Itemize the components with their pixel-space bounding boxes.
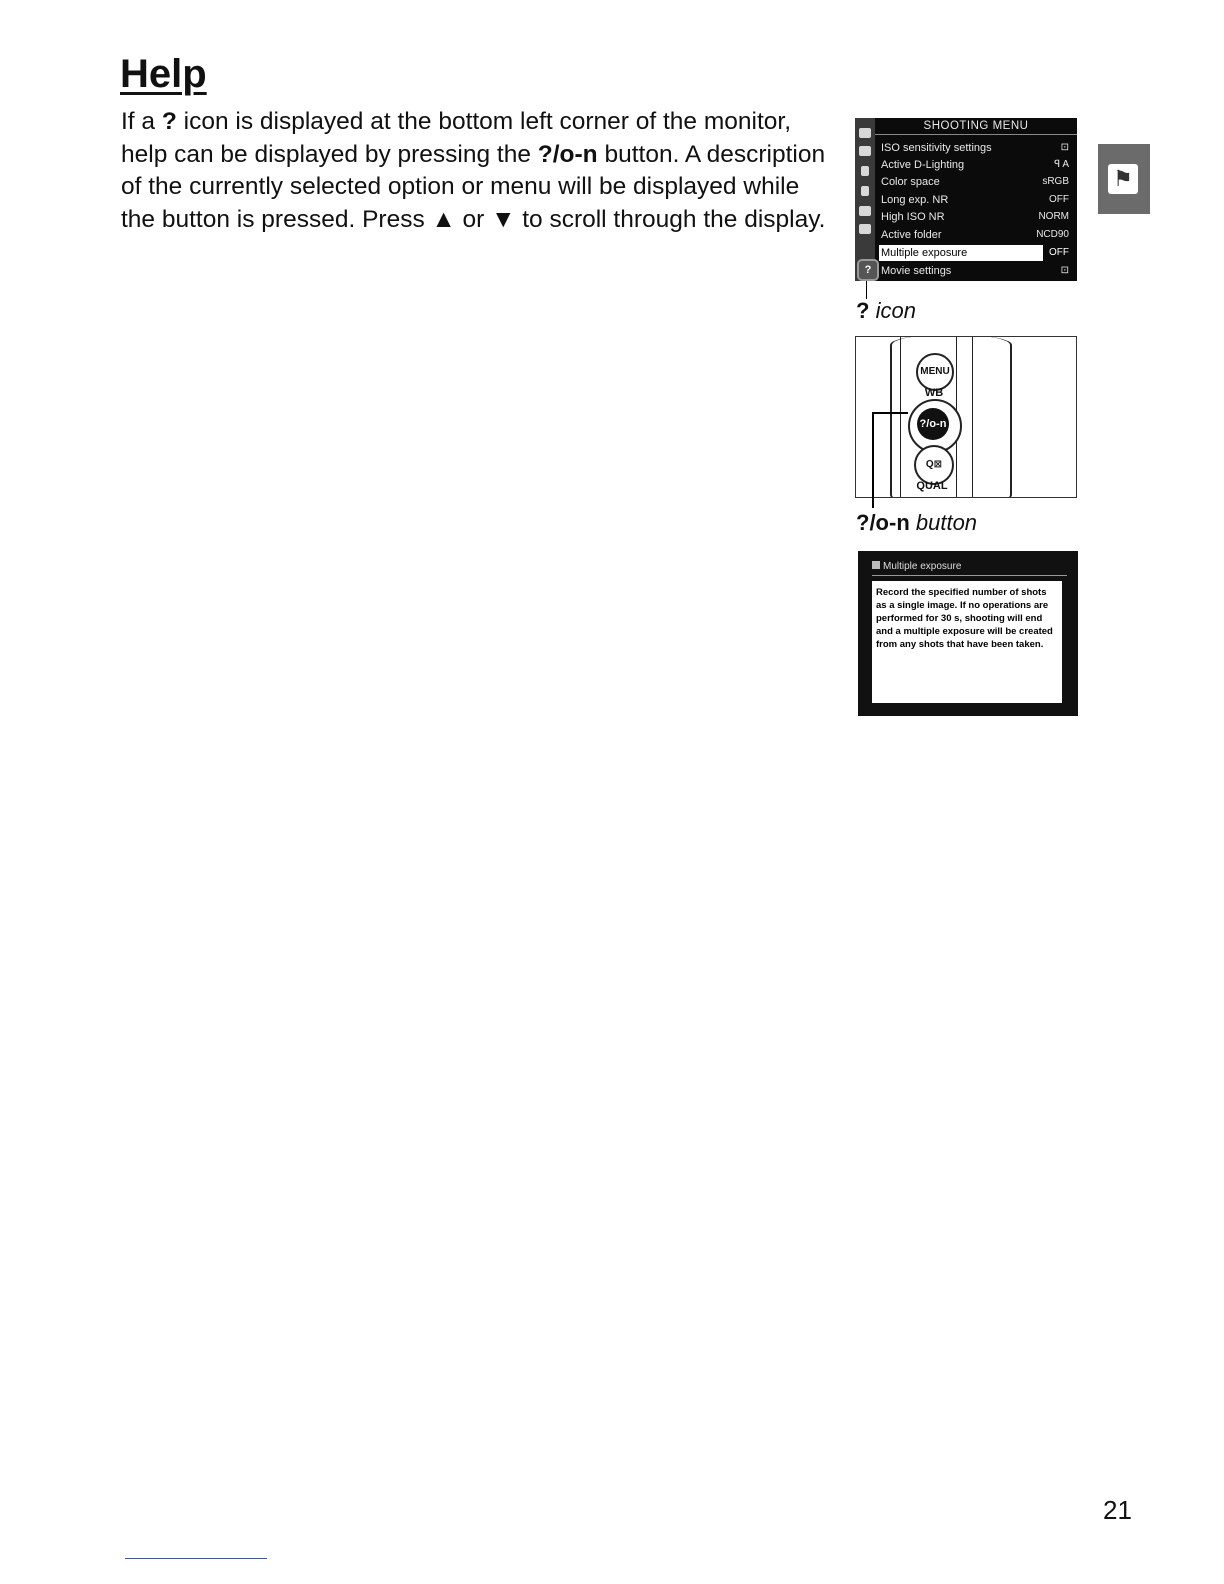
qual-label: QUAL xyxy=(916,480,948,492)
playback-icon xyxy=(859,128,871,138)
page-number: 21 xyxy=(1103,1495,1132,1525)
pencil-icon xyxy=(861,166,869,176)
menu-row-value: ⊡ xyxy=(1060,142,1069,153)
menu-row xyxy=(879,227,1073,243)
help-button-symbol: ?/o-n xyxy=(537,140,598,168)
menu-sidebar xyxy=(855,118,875,281)
section-thumb-tab xyxy=(1098,144,1150,214)
recent-settings-icon xyxy=(859,224,871,234)
retouch-icon xyxy=(859,206,871,216)
paragraph-part-1: If a xyxy=(121,108,162,135)
menu-row-value: sRGB xyxy=(1042,176,1069,187)
menu-row xyxy=(879,263,1073,279)
menu-row-value: ꟼ A xyxy=(1054,159,1069,170)
body-edge-line xyxy=(972,337,973,497)
menu-row-label: Multiple exposure xyxy=(881,247,968,259)
menu-row-value: OFF xyxy=(1049,194,1069,205)
caption-button-text: button xyxy=(909,510,978,535)
caption-button-symbol: ?/o-n xyxy=(856,510,910,535)
camera-icon xyxy=(859,146,871,156)
down-arrow-icon: ▼ xyxy=(491,205,516,233)
menu-row-label: Active D-Lighting xyxy=(881,159,965,171)
question-symbol: ? xyxy=(161,108,177,135)
wb-label: WB xyxy=(924,387,944,399)
menu-row-selected xyxy=(879,245,1069,261)
footer-rule xyxy=(125,1558,267,1559)
paragraph-part-3: button. A description of the currently selected option or menu will be displayed while the button is pressed. Press xyxy=(121,140,826,233)
paragraph-part-2: icon is displayed at the bottom left corner of the monitor, help can be displayed by pressing the xyxy=(121,108,792,168)
menu-title: SHOOTING MENU xyxy=(875,120,1077,135)
menu-row-value: ⊡ xyxy=(1060,265,1069,276)
menu-row-value: OFF xyxy=(1049,247,1069,258)
menu-row xyxy=(879,174,1073,190)
help-screen-title xyxy=(872,561,1067,576)
menu-row xyxy=(879,157,1073,173)
help-question-icon: ? xyxy=(857,259,879,281)
page-heading: Help xyxy=(120,52,207,96)
menu-row xyxy=(879,209,1073,225)
help-protect-button-icon: ?/o-n xyxy=(917,408,949,440)
menu-row-label: Movie settings xyxy=(881,265,952,277)
body-edge-line xyxy=(900,337,901,497)
caption-icon-text: icon xyxy=(869,298,916,323)
help-screen-screenshot xyxy=(858,551,1078,716)
leader-line xyxy=(872,412,908,414)
shooting-menu-screenshot xyxy=(855,118,1077,281)
menu-row-label: Active folder xyxy=(881,229,942,241)
zoom-out-button-icon: Q⊠ xyxy=(914,445,954,485)
camera-buttons-illustration xyxy=(855,336,1077,498)
menu-row-label: Color space xyxy=(881,176,940,188)
body-paragraph xyxy=(121,106,836,236)
leader-line xyxy=(866,281,867,299)
menu-row-value: NCD90 xyxy=(1036,229,1069,240)
menu-row-label: High ISO NR xyxy=(881,211,945,223)
paragraph-part-4: or xyxy=(455,205,492,233)
help-screen-title-text: Multiple exposure xyxy=(883,561,962,572)
paragraph-part-5: to scroll through the display. xyxy=(515,205,826,233)
icon-caption xyxy=(856,298,916,324)
menu-row-label: ISO sensitivity settings xyxy=(881,142,992,154)
menu-row xyxy=(879,192,1073,208)
wrench-icon xyxy=(861,186,869,196)
caption-question-symbol: ? xyxy=(856,298,870,323)
menu-row-value: NORM xyxy=(1038,211,1069,222)
multiple-exposure-icon xyxy=(872,561,880,569)
menu-row-label: Long exp. NR xyxy=(881,194,949,206)
section-icon: ⚑ xyxy=(1108,164,1138,194)
menu-button-icon: MENU xyxy=(916,353,954,391)
menu-row xyxy=(879,140,1073,156)
up-arrow-icon: ▲ xyxy=(431,205,456,233)
leader-line xyxy=(872,412,874,508)
button-caption xyxy=(856,510,977,536)
help-description-box: Record the specified number of shots as a single image. If no operations are performed for 30 s, shooting will end and a multiple exposure will be created from any shots that have been taken. xyxy=(872,581,1062,703)
